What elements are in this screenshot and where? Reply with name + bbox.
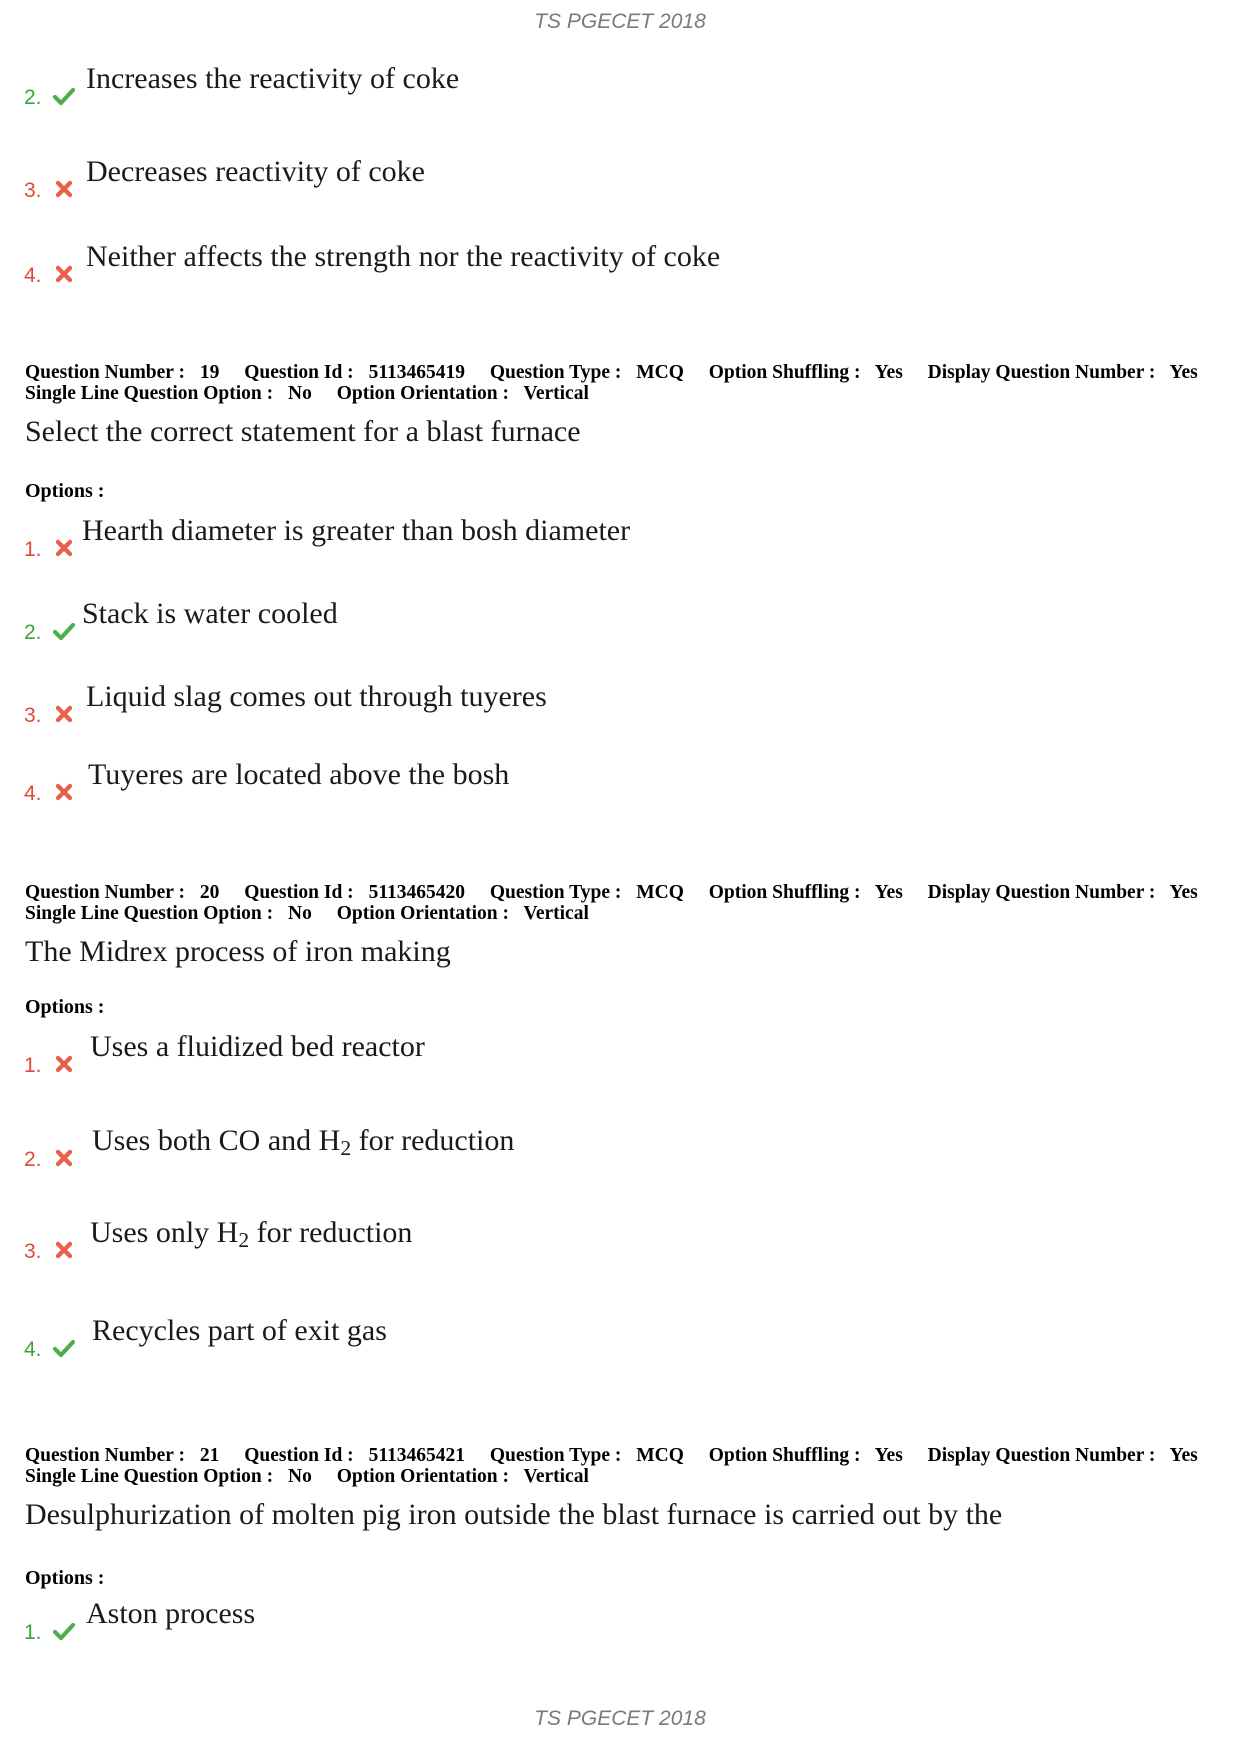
option-number: 2. bbox=[24, 86, 42, 109]
option-text: Liquid slag comes out through tuyeres bbox=[86, 680, 547, 713]
question-meta: Question Number : 21 Question Id : 5113465421 Question Type : MCQ Option Shuffling : Yes Display Question Number : Yes Single Line Question Option : No Option Orientation : Vertical bbox=[25, 1445, 1198, 1487]
option-item bbox=[24, 240, 1124, 290]
wrong-cross-icon bbox=[52, 1052, 76, 1076]
option-text: Uses a fluidized bed reactor bbox=[90, 1030, 425, 1063]
wrong-cross-icon bbox=[52, 1146, 76, 1170]
option-number: 1. bbox=[24, 1621, 42, 1644]
question-meta: Question Number : 20 Question Id : 5113465420 Question Type : MCQ Option Shuffling : Yes Display Question Number : Yes Single Line Question Option : No Option Orientation : Vertical bbox=[25, 882, 1198, 924]
page-header: TS PGECET 2018 bbox=[534, 10, 706, 33]
question-stem: Select the correct statement for a blast furnace bbox=[25, 415, 581, 448]
option-number: 3. bbox=[24, 704, 42, 727]
option-item bbox=[24, 1597, 1124, 1647]
option-item bbox=[24, 155, 1124, 205]
option-item bbox=[24, 62, 1124, 112]
option-item bbox=[24, 1124, 1124, 1174]
option-text: Tuyeres are located above the bosh bbox=[88, 758, 510, 791]
option-text: Decreases reactivity of coke bbox=[86, 155, 425, 188]
options-label: Options : bbox=[25, 1567, 105, 1589]
wrong-cross-icon bbox=[52, 262, 76, 286]
option-number: 4. bbox=[24, 782, 42, 805]
option-number: 3. bbox=[24, 1240, 42, 1263]
question-meta: Question Number : 19 Question Id : 5113465419 Question Type : MCQ Option Shuffling : Yes Display Question Number : Yes Single Line Question Option : No Option Orientation : Vertical bbox=[25, 362, 1198, 404]
wrong-cross-icon bbox=[52, 780, 76, 804]
option-text: Uses both CO and $H_2$ for reduction bbox=[92, 1124, 515, 1160]
option-item bbox=[24, 1314, 1124, 1364]
option-item bbox=[24, 514, 1124, 564]
question-stem: The Midrex process of iron making bbox=[25, 935, 451, 968]
options-label: Options : bbox=[25, 480, 105, 502]
option-item bbox=[24, 1030, 1124, 1080]
option-item bbox=[24, 758, 1124, 808]
option-text: Neither affects the strength nor the reactivity of coke bbox=[86, 240, 721, 273]
wrong-cross-icon bbox=[52, 177, 76, 201]
correct-check-icon bbox=[52, 1619, 76, 1643]
option-item bbox=[24, 680, 1124, 730]
option-number: 2. bbox=[24, 621, 42, 644]
option-text: Hearth diameter is greater than bosh diameter bbox=[82, 514, 631, 547]
option-text: Uses only $H_2$ for reduction bbox=[90, 1216, 413, 1252]
option-number: 2. bbox=[24, 1148, 42, 1171]
option-text: Aston process bbox=[86, 1597, 256, 1630]
correct-check-icon bbox=[52, 84, 76, 108]
correct-check-icon bbox=[52, 619, 76, 643]
options-label: Options : bbox=[25, 996, 105, 1018]
question-stem: Desulphurization of molten pig iron outside the blast furnace is carried out by the bbox=[25, 1498, 1003, 1531]
option-text: Stack is water cooled bbox=[82, 597, 338, 630]
option-number: 1. bbox=[24, 538, 42, 561]
option-text: Recycles part of exit gas bbox=[92, 1314, 387, 1347]
option-number: 3. bbox=[24, 179, 42, 202]
option-number: 4. bbox=[24, 264, 42, 287]
option-text: Increases the reactivity of coke bbox=[86, 62, 460, 95]
wrong-cross-icon bbox=[52, 1238, 76, 1262]
correct-check-icon bbox=[52, 1336, 76, 1360]
wrong-cross-icon bbox=[52, 536, 76, 560]
option-item bbox=[24, 597, 1124, 647]
option-number: 1. bbox=[24, 1054, 42, 1077]
page-footer: TS PGECET 2018 bbox=[534, 1707, 706, 1730]
option-number: 4. bbox=[24, 1338, 42, 1361]
wrong-cross-icon bbox=[52, 702, 76, 726]
option-item bbox=[24, 1216, 1124, 1266]
